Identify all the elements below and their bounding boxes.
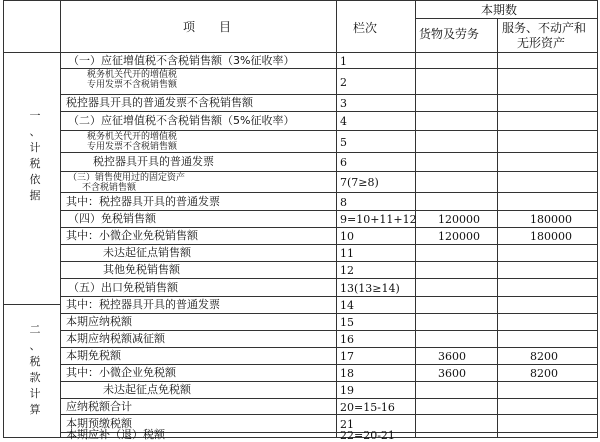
row-divider — [60, 171, 597, 172]
row-goods-value[interactable]: 3600 — [438, 350, 466, 363]
row-goods-value[interactable]: 120000 — [438, 213, 480, 226]
row-label: 其中：小微企业免税额 — [66, 366, 176, 379]
header-goods-labor: 货物及劳务 — [419, 27, 480, 41]
row-column-no: 17 — [340, 350, 354, 363]
row-divider — [60, 364, 597, 365]
row-divider — [60, 227, 597, 228]
row-column-no: 2 — [340, 75, 347, 89]
header-item: 项 目 — [183, 20, 232, 34]
row-label: 本期应纳税额 — [66, 315, 132, 328]
row-label: （五）出口免税销售额 — [68, 280, 178, 294]
row-divider — [60, 152, 597, 153]
row-column-no: 5 — [340, 135, 347, 149]
row-column-no: 9=10+11+12 — [340, 213, 417, 226]
row-column-no: 12 — [340, 264, 354, 277]
row-divider — [60, 398, 597, 399]
row-column-no: 13(13≥14) — [340, 281, 400, 295]
section-divider — [60, 0, 61, 437]
header-current-period: 本期数 — [481, 3, 518, 17]
section-tax-calc-label: 二 、 税 款 计 算 — [29, 323, 41, 416]
row-divider — [60, 94, 597, 95]
row-divider — [60, 192, 597, 193]
row-label: 本期应补（退）税额 — [66, 428, 165, 441]
row-column-no: 3 — [340, 97, 347, 110]
section-tax-basis-label: 一 、 计 税 依 据 — [29, 109, 41, 202]
row-divider — [60, 414, 597, 415]
row-label-line2: 专用发票不含税销售额 — [87, 142, 178, 152]
row-label: 未达起征点免税额 — [103, 383, 191, 396]
row-divider — [60, 313, 597, 314]
row-column-no: 21 — [340, 417, 354, 431]
table-border-top — [3, 0, 597, 1]
row-column-no: 15 — [340, 316, 354, 329]
row-column-no: 14 — [340, 299, 354, 312]
row-label: 其中：税控器具开具的普通发票 — [66, 194, 220, 208]
row-divider — [60, 130, 597, 131]
row-divider — [3, 52, 597, 53]
row-label: （四）免税销售额 — [68, 212, 156, 225]
row-label: 税控器具开具的普通发票不含税销售额 — [66, 96, 253, 109]
row-label: 其他免税销售额 — [103, 263, 180, 276]
row-column-no: 4 — [340, 115, 347, 128]
header-services-line1: 服务、不动产和 — [502, 21, 587, 35]
row-goods-value[interactable]: 3600 — [438, 367, 466, 380]
row-label: （二）应征增值税不含税销售额（5%征收率） — [68, 114, 295, 127]
row-divider — [60, 68, 597, 69]
row-label: 本期免税额 — [66, 349, 121, 362]
row-column-no: 16 — [340, 333, 354, 346]
row-divider — [60, 111, 597, 112]
row-column-no: 7(7≥8) — [340, 176, 379, 189]
row-column-no: 20=15-16 — [340, 400, 395, 414]
row-divider — [60, 261, 597, 262]
table-border-left — [3, 0, 4, 437]
row-services-value[interactable]: 180000 — [530, 230, 572, 243]
row-column-no: 1 — [340, 54, 347, 68]
row-label: 本期应纳税额减征额 — [66, 332, 165, 345]
row-label-line2: 专用发票不含税销售额 — [87, 80, 178, 90]
row-label: 未达起征点销售额 — [103, 246, 191, 259]
row-divider — [60, 347, 597, 348]
row-label: 本期预缴税额 — [66, 416, 132, 430]
row-label: 其中：小微企业免税销售额 — [66, 229, 198, 242]
row-goods-value[interactable]: 120000 — [438, 230, 480, 243]
item-divider — [336, 0, 337, 437]
row-divider — [60, 330, 597, 331]
row-column-no: 8 — [340, 195, 347, 209]
row-column-no: 19 — [340, 384, 354, 397]
header-column-no: 栏次 — [353, 21, 378, 35]
row-label: （三）销售使用过的固定资产 — [68, 173, 186, 183]
row-label-line2: 不含税销售额 — [82, 183, 137, 193]
row-column-no: 10 — [340, 230, 354, 243]
header-services-line2: 无形资产 — [517, 36, 566, 50]
row-divider — [60, 381, 597, 382]
row-divider — [60, 296, 597, 297]
row-column-no: 11 — [340, 247, 354, 260]
table-border-right — [597, 0, 598, 438]
row-column-no: 22=20-21 — [340, 429, 395, 442]
row-services-value[interactable]: 8200 — [530, 350, 558, 363]
row-divider — [60, 210, 597, 211]
section-split — [3, 304, 60, 305]
row-services-value[interactable]: 8200 — [530, 367, 558, 380]
row-label: （一）应征增值税不含税销售额（3%征收率） — [68, 53, 295, 67]
row-label: 税务机关代开的增值税 — [87, 132, 178, 142]
row-services-value[interactable]: 180000 — [530, 213, 572, 226]
row-column-no: 6 — [340, 156, 347, 169]
row-column-no: 18 — [340, 367, 354, 380]
row-divider — [60, 244, 597, 245]
row-label: 税控器具开具的普通发票 — [93, 155, 214, 168]
row-label: 应纳税额合计 — [66, 399, 132, 413]
row-label: 税务机关代开的增值税 — [87, 70, 178, 80]
period-header-divider — [415, 18, 597, 19]
row-label: 其中：税控器具开具的普通发票 — [66, 298, 220, 311]
row-divider — [60, 278, 597, 279]
